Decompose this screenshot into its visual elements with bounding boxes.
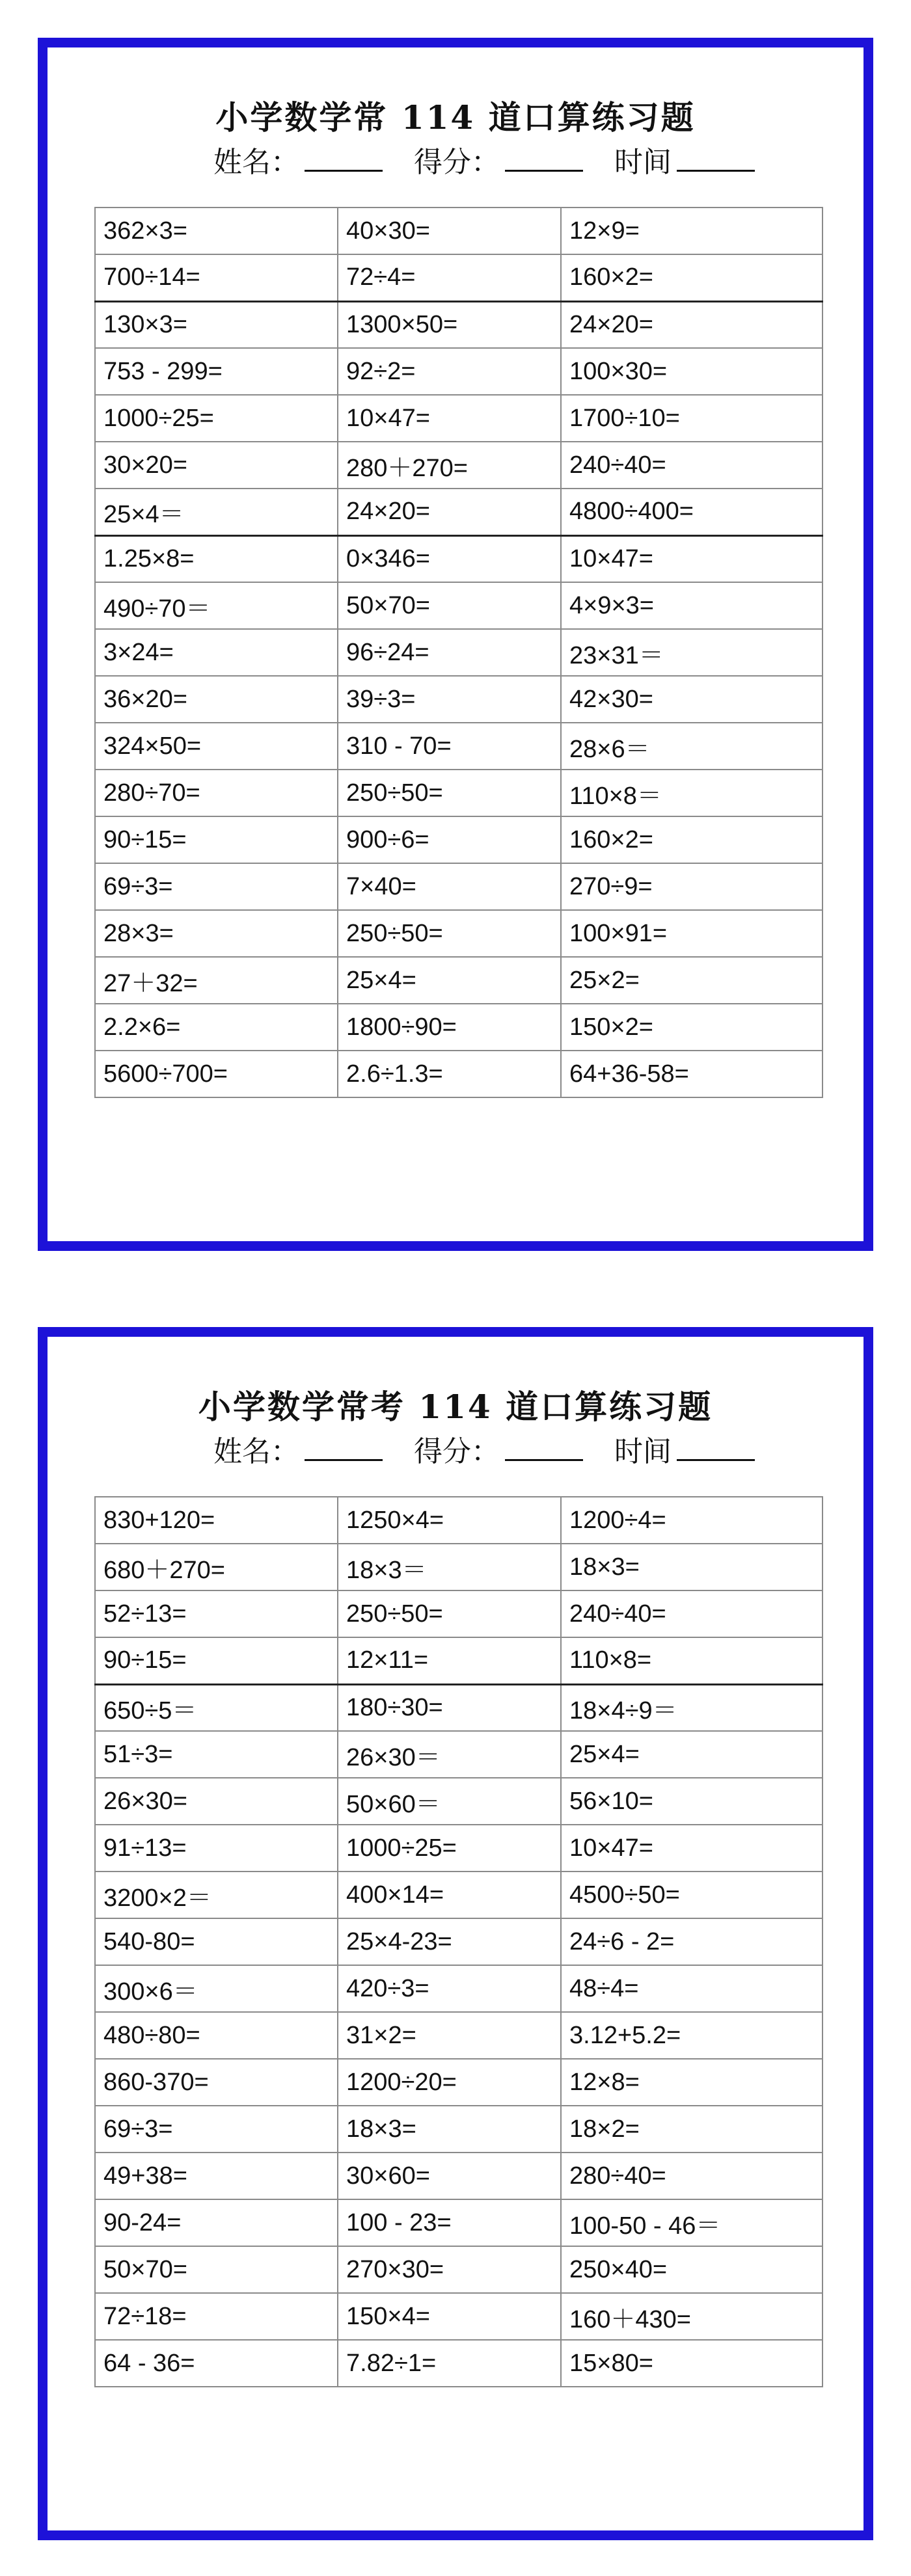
table-row [95, 629, 823, 676]
problem-cell: 2.2×6= [95, 1004, 338, 1051]
problem-cell: 110×8＝ [561, 770, 823, 816]
name-blank[interactable] [305, 1440, 383, 1461]
problem-cell: 24×20= [338, 489, 561, 535]
problem-cell: 4500÷50= [561, 1872, 823, 1918]
problem-cell: 420÷3= [338, 1965, 561, 2012]
problem-cell: 30×60= [338, 2153, 561, 2199]
problem-cell: 90-24= [95, 2199, 338, 2246]
problem-cell: 100-50 - 46＝ [561, 2199, 823, 2246]
problem-cell: 51÷3= [95, 1731, 338, 1778]
problem-cell: 150×2= [561, 1004, 823, 1051]
problem-cell: 12×8= [561, 2059, 823, 2106]
score-blank[interactable] [505, 150, 583, 172]
table-row [95, 1872, 823, 1918]
problem-cell: 1200÷20= [338, 2059, 561, 2106]
problem-cell: 160＋430= [561, 2293, 823, 2340]
problem-cell: 91÷13= [95, 1825, 338, 1872]
problem-cell: 1800÷90= [338, 1004, 561, 1051]
table-row [95, 1544, 823, 1590]
problem-cell: 250×40= [561, 2246, 823, 2293]
problem-cell: 130×3= [95, 301, 338, 348]
problem-cell: 26×30＝ [338, 1731, 561, 1778]
table-row [95, 301, 823, 348]
problem-cell: 7×40= [338, 863, 561, 910]
problem-cell: 7.82÷1= [338, 2340, 561, 2387]
table-row [95, 676, 823, 723]
problem-cell: 50×70= [338, 582, 561, 629]
table-row [95, 1684, 823, 1731]
problem-cell: 270÷9= [561, 863, 823, 910]
problem-cell: 160×2= [561, 816, 823, 863]
table-row [95, 582, 823, 629]
table-row [95, 770, 823, 816]
problem-cell: 540-80= [95, 1918, 338, 1965]
problem-cell: 110×8= [561, 1637, 823, 1684]
table-row [95, 816, 823, 863]
problem-cell: 400×14= [338, 1872, 561, 1918]
problem-cell: 24×20= [561, 301, 823, 348]
table-row [95, 442, 823, 489]
problem-cell: 5600÷700= [95, 1051, 338, 1097]
problem-cell: 31×2= [338, 2012, 561, 2059]
problem-cell: 39÷3= [338, 676, 561, 723]
table-row [95, 2059, 823, 2106]
table-row [95, 2106, 823, 2153]
problem-cell: 90÷15= [95, 816, 338, 863]
problem-cell: 18×3= [338, 2106, 561, 2153]
table-row [95, 489, 823, 535]
problem-cell: 280÷70= [95, 770, 338, 816]
problem-cell: 362×3= [95, 208, 338, 254]
table-row [95, 2340, 823, 2387]
problem-cell: 160×2= [561, 254, 823, 301]
problem-cell: 18×3= [561, 1544, 823, 1590]
student-info-line [213, 139, 755, 180]
table-row [95, 2199, 823, 2246]
time-label: 时间 [614, 146, 672, 179]
problem-cell: 12×11= [338, 1637, 561, 1684]
problem-cell: 49+38= [95, 2153, 338, 2199]
problem-cell: 3.12+5.2= [561, 2012, 823, 2059]
problem-cell: 28×6＝ [561, 723, 823, 770]
problem-cell: 3×24= [95, 629, 338, 676]
problem-cell: 92÷2= [338, 348, 561, 395]
worksheet-2 [38, 1327, 873, 2540]
table-row [95, 208, 823, 254]
problem-cell: 150×4= [338, 2293, 561, 2340]
problem-cell: 240÷40= [561, 1590, 823, 1637]
problem-cell: 10×47= [561, 1825, 823, 1872]
table-row [95, 1004, 823, 1051]
problem-cell: 18×3＝ [338, 1544, 561, 1590]
problem-cell: 69÷3= [95, 2106, 338, 2153]
problem-cell: 1000÷25= [95, 395, 338, 442]
problem-cell: 18×2= [561, 2106, 823, 2153]
problem-cell: 2.6÷1.3= [338, 1051, 561, 1097]
table-row [95, 254, 823, 301]
problem-cell: 300×6＝ [95, 1965, 338, 2012]
table-row [95, 1637, 823, 1684]
worksheet-title: 小学数学常考 114 道口算练习题 [198, 1388, 713, 1426]
name-label: 姓名： [213, 1435, 299, 1468]
problem-cell: 0×346= [338, 535, 561, 582]
table-row [95, 957, 823, 1004]
problem-cell: 490÷70＝ [95, 582, 338, 629]
problem-cell: 15×80= [561, 2340, 823, 2387]
score-label: 得分： [414, 146, 500, 179]
problem-cell: 753 - 299= [95, 348, 338, 395]
problem-cell: 860-370= [95, 2059, 338, 2106]
table-row [95, 1778, 823, 1825]
name-label: 姓名： [213, 146, 299, 179]
problem-cell: 280＋270= [338, 442, 561, 489]
problem-cell: 250÷50= [338, 910, 561, 957]
time-label: 时间 [614, 1435, 672, 1468]
problem-cell: 680＋270= [95, 1544, 338, 1590]
table-row [95, 2153, 823, 2199]
problem-cell: 480÷80= [95, 2012, 338, 2059]
table-row [95, 1825, 823, 1872]
time-blank[interactable] [677, 1440, 755, 1461]
problem-cell: 18×4÷9＝ [561, 1684, 823, 1731]
problem-cell: 25×4＝ [95, 489, 338, 535]
table-row [95, 535, 823, 582]
problem-cell: 280÷40= [561, 2153, 823, 2199]
problem-cell: 72÷4= [338, 254, 561, 301]
problem-cell: 270×30= [338, 2246, 561, 2293]
problem-cell: 1300×50= [338, 301, 561, 348]
problem-cell: 100×91= [561, 910, 823, 957]
problem-cell: 40×30= [338, 208, 561, 254]
problem-cell: 25×4-23= [338, 1918, 561, 1965]
problem-cell: 324×50= [95, 723, 338, 770]
problem-cell: 50×60＝ [338, 1778, 561, 1825]
problem-cell: 1700÷10= [561, 395, 823, 442]
table-row [95, 1051, 823, 1097]
problem-cell: 90÷15= [95, 1637, 338, 1684]
student-info-line [213, 1428, 755, 1469]
problem-cell: 1.25×8= [95, 535, 338, 582]
problem-cell: 42×30= [561, 676, 823, 723]
problem-cell: 26×30= [95, 1778, 338, 1825]
table-row [95, 1590, 823, 1637]
problem-cell: 700÷14= [95, 254, 338, 301]
table-row [95, 1918, 823, 1965]
problem-cell: 48÷4= [561, 1965, 823, 2012]
problem-table [94, 1496, 823, 2387]
problem-cell: 72÷18= [95, 2293, 338, 2340]
problem-cell: 1250×4= [338, 1497, 561, 1544]
problem-cell: 3200×2＝ [95, 1872, 338, 1918]
table-row [95, 1965, 823, 2012]
problem-cell: 180÷30= [338, 1684, 561, 1731]
problem-cell: 64 - 36= [95, 2340, 338, 2387]
table-row [95, 2012, 823, 2059]
score-label: 得分： [414, 1435, 500, 1468]
time-blank[interactable] [677, 150, 755, 172]
problem-cell: 100×30= [561, 348, 823, 395]
table-row [95, 2246, 823, 2293]
table-row [95, 910, 823, 957]
problem-cell: 4800÷400= [561, 489, 823, 535]
problem-cell: 96÷24= [338, 629, 561, 676]
problem-cell: 24÷6 - 2= [561, 1918, 823, 1965]
problem-cell: 30×20= [95, 442, 338, 489]
table-row [95, 348, 823, 395]
name-blank[interactable] [305, 150, 383, 172]
problem-cell: 250÷50= [338, 1590, 561, 1637]
problem-table [94, 207, 823, 1098]
problem-cell: 1200÷4= [561, 1497, 823, 1544]
problem-cell: 650÷5＝ [95, 1684, 338, 1731]
problem-cell: 69÷3= [95, 863, 338, 910]
problem-cell: 27＋32= [95, 957, 338, 1004]
problem-cell: 4×9×3= [561, 582, 823, 629]
problem-cell: 1000÷25= [338, 1825, 561, 1872]
table-row [95, 863, 823, 910]
problem-cell: 64+36-58= [561, 1051, 823, 1097]
worksheet-title: 小学数学常 114 道口算练习题 [215, 98, 696, 137]
problem-cell: 10×47= [338, 395, 561, 442]
problem-cell: 23×31＝ [561, 629, 823, 676]
problem-cell: 240÷40= [561, 442, 823, 489]
problem-cell: 12×9= [561, 208, 823, 254]
problem-cell: 100 - 23= [338, 2199, 561, 2246]
score-blank[interactable] [505, 1440, 583, 1461]
problem-cell: 28×3= [95, 910, 338, 957]
table-row [95, 395, 823, 442]
problem-cell: 250÷50= [338, 770, 561, 816]
problem-cell: 310 - 70= [338, 723, 561, 770]
table-row [95, 1731, 823, 1778]
problem-cell: 36×20= [95, 676, 338, 723]
problem-cell: 25×4= [338, 957, 561, 1004]
problem-cell: 900÷6= [338, 816, 561, 863]
problem-cell: 25×2= [561, 957, 823, 1004]
worksheet-1 [38, 38, 873, 1251]
problem-cell: 10×47= [561, 535, 823, 582]
problem-cell: 50×70= [95, 2246, 338, 2293]
table-row [95, 1497, 823, 1544]
problem-cell: 52÷13= [95, 1590, 338, 1637]
problem-cell: 830+120= [95, 1497, 338, 1544]
problem-cell: 56×10= [561, 1778, 823, 1825]
problem-cell: 25×4= [561, 1731, 823, 1778]
table-row [95, 2293, 823, 2340]
table-row [95, 723, 823, 770]
